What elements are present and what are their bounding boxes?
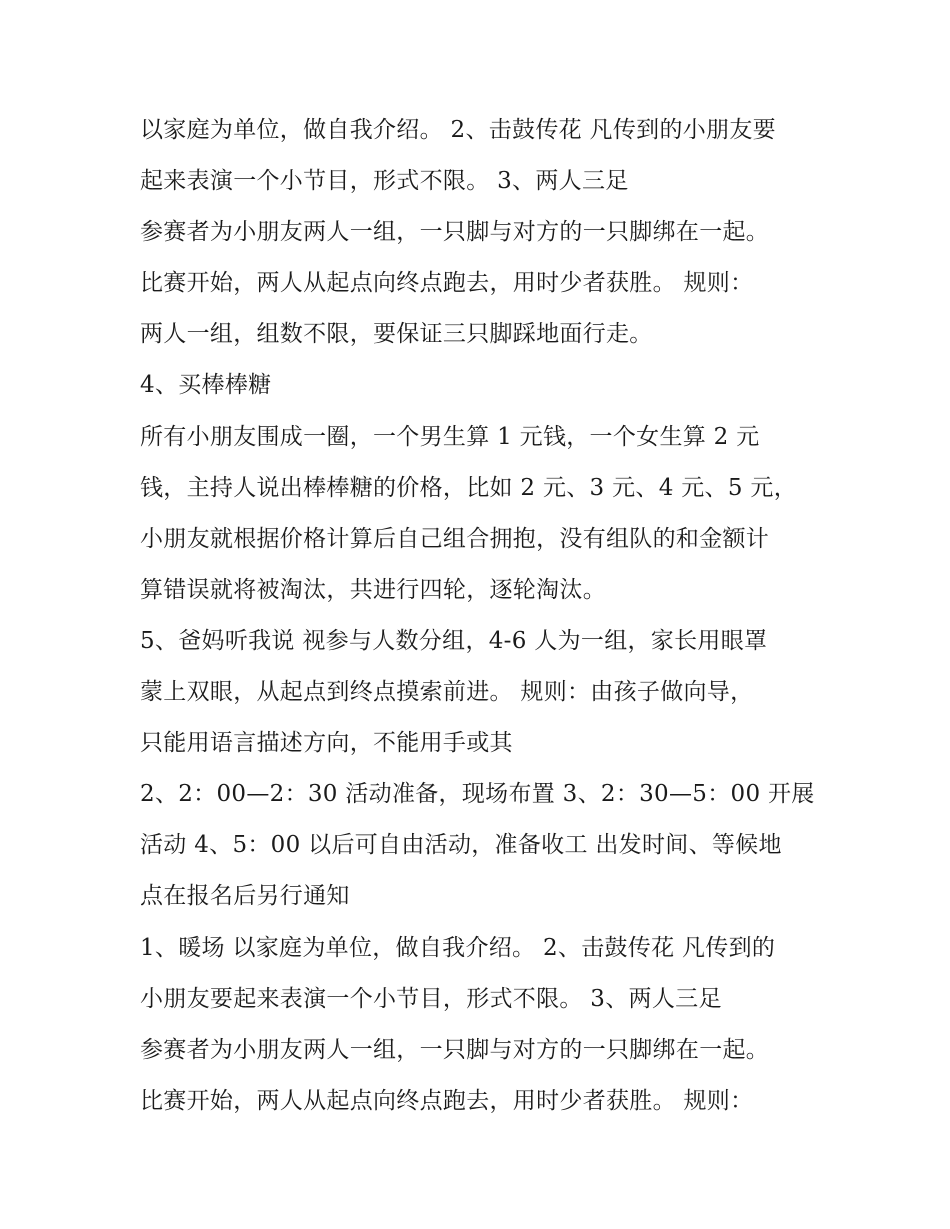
text-line: 蒙上双眼，从起点到终点摸索前进。 规则：由孩子做向导， bbox=[140, 679, 754, 706]
text-line: 5、爸妈听我说 视参与人数分组，4-6 人为一组，家长用眼罩 bbox=[140, 627, 768, 654]
text-line: 参赛者为小朋友两人一组，一只脚与对方的一只脚绑在一起。 bbox=[140, 219, 770, 246]
text-line: 小朋友要起来表演一个小节目，形式不限。 3、两人三足 bbox=[140, 985, 722, 1012]
document-body bbox=[140, 105, 830, 1127]
text-line: 2、2：00—2：30 活动准备，现场布置 3、2：30—5：00 开展 bbox=[140, 781, 815, 808]
text-line: 1、暖场 以家庭为单位，做自我介绍。 2、击鼓传花 凡传到的 bbox=[140, 934, 776, 961]
text-line: 起来表演一个小节目，形式不限。 3、两人三足 bbox=[140, 168, 629, 195]
text-line: 所有小朋友围成一圈，一个男生算 1 元钱，一个女生算 2 元 bbox=[140, 423, 760, 450]
text-line: 以家庭为单位，做自我介绍。 2、击鼓传花 凡传到的小朋友要 bbox=[140, 117, 776, 143]
section-heading: 4、买棒棒糖 bbox=[140, 372, 272, 399]
text-line: 钱，主持人说出棒棒糖的价格，比如 2 元、3 元、4 元、5 元， bbox=[140, 474, 797, 501]
text-line: 参赛者为小朋友两人一组，一只脚与对方的一只脚绑在一起。 bbox=[140, 1036, 770, 1063]
text-line: 比赛开始，两人从起点向终点跑去，用时少者获胜。 规则： bbox=[140, 1087, 754, 1114]
text-line: 点在报名后另行通知 bbox=[140, 883, 350, 910]
text-line: 小朋友就根据价格计算后自己组合拥抱，没有组队的和金额计 bbox=[140, 525, 770, 552]
text-line: 活动 4、5：00 以后可自由活动，准备收工 出发时间、等候地 bbox=[140, 832, 782, 859]
text-line: 只能用语言描述方向，不能用手或其 bbox=[140, 730, 513, 757]
text-line: 算错误就将被淘汰，共进行四轮，逐轮淘汰。 bbox=[140, 576, 606, 603]
text-line: 两人一组，组数不限，要保证三只脚踩地面行走。 bbox=[140, 321, 653, 348]
text-line: 比赛开始，两人从起点向终点跑去，用时少者获胜。 规则： bbox=[140, 270, 754, 297]
